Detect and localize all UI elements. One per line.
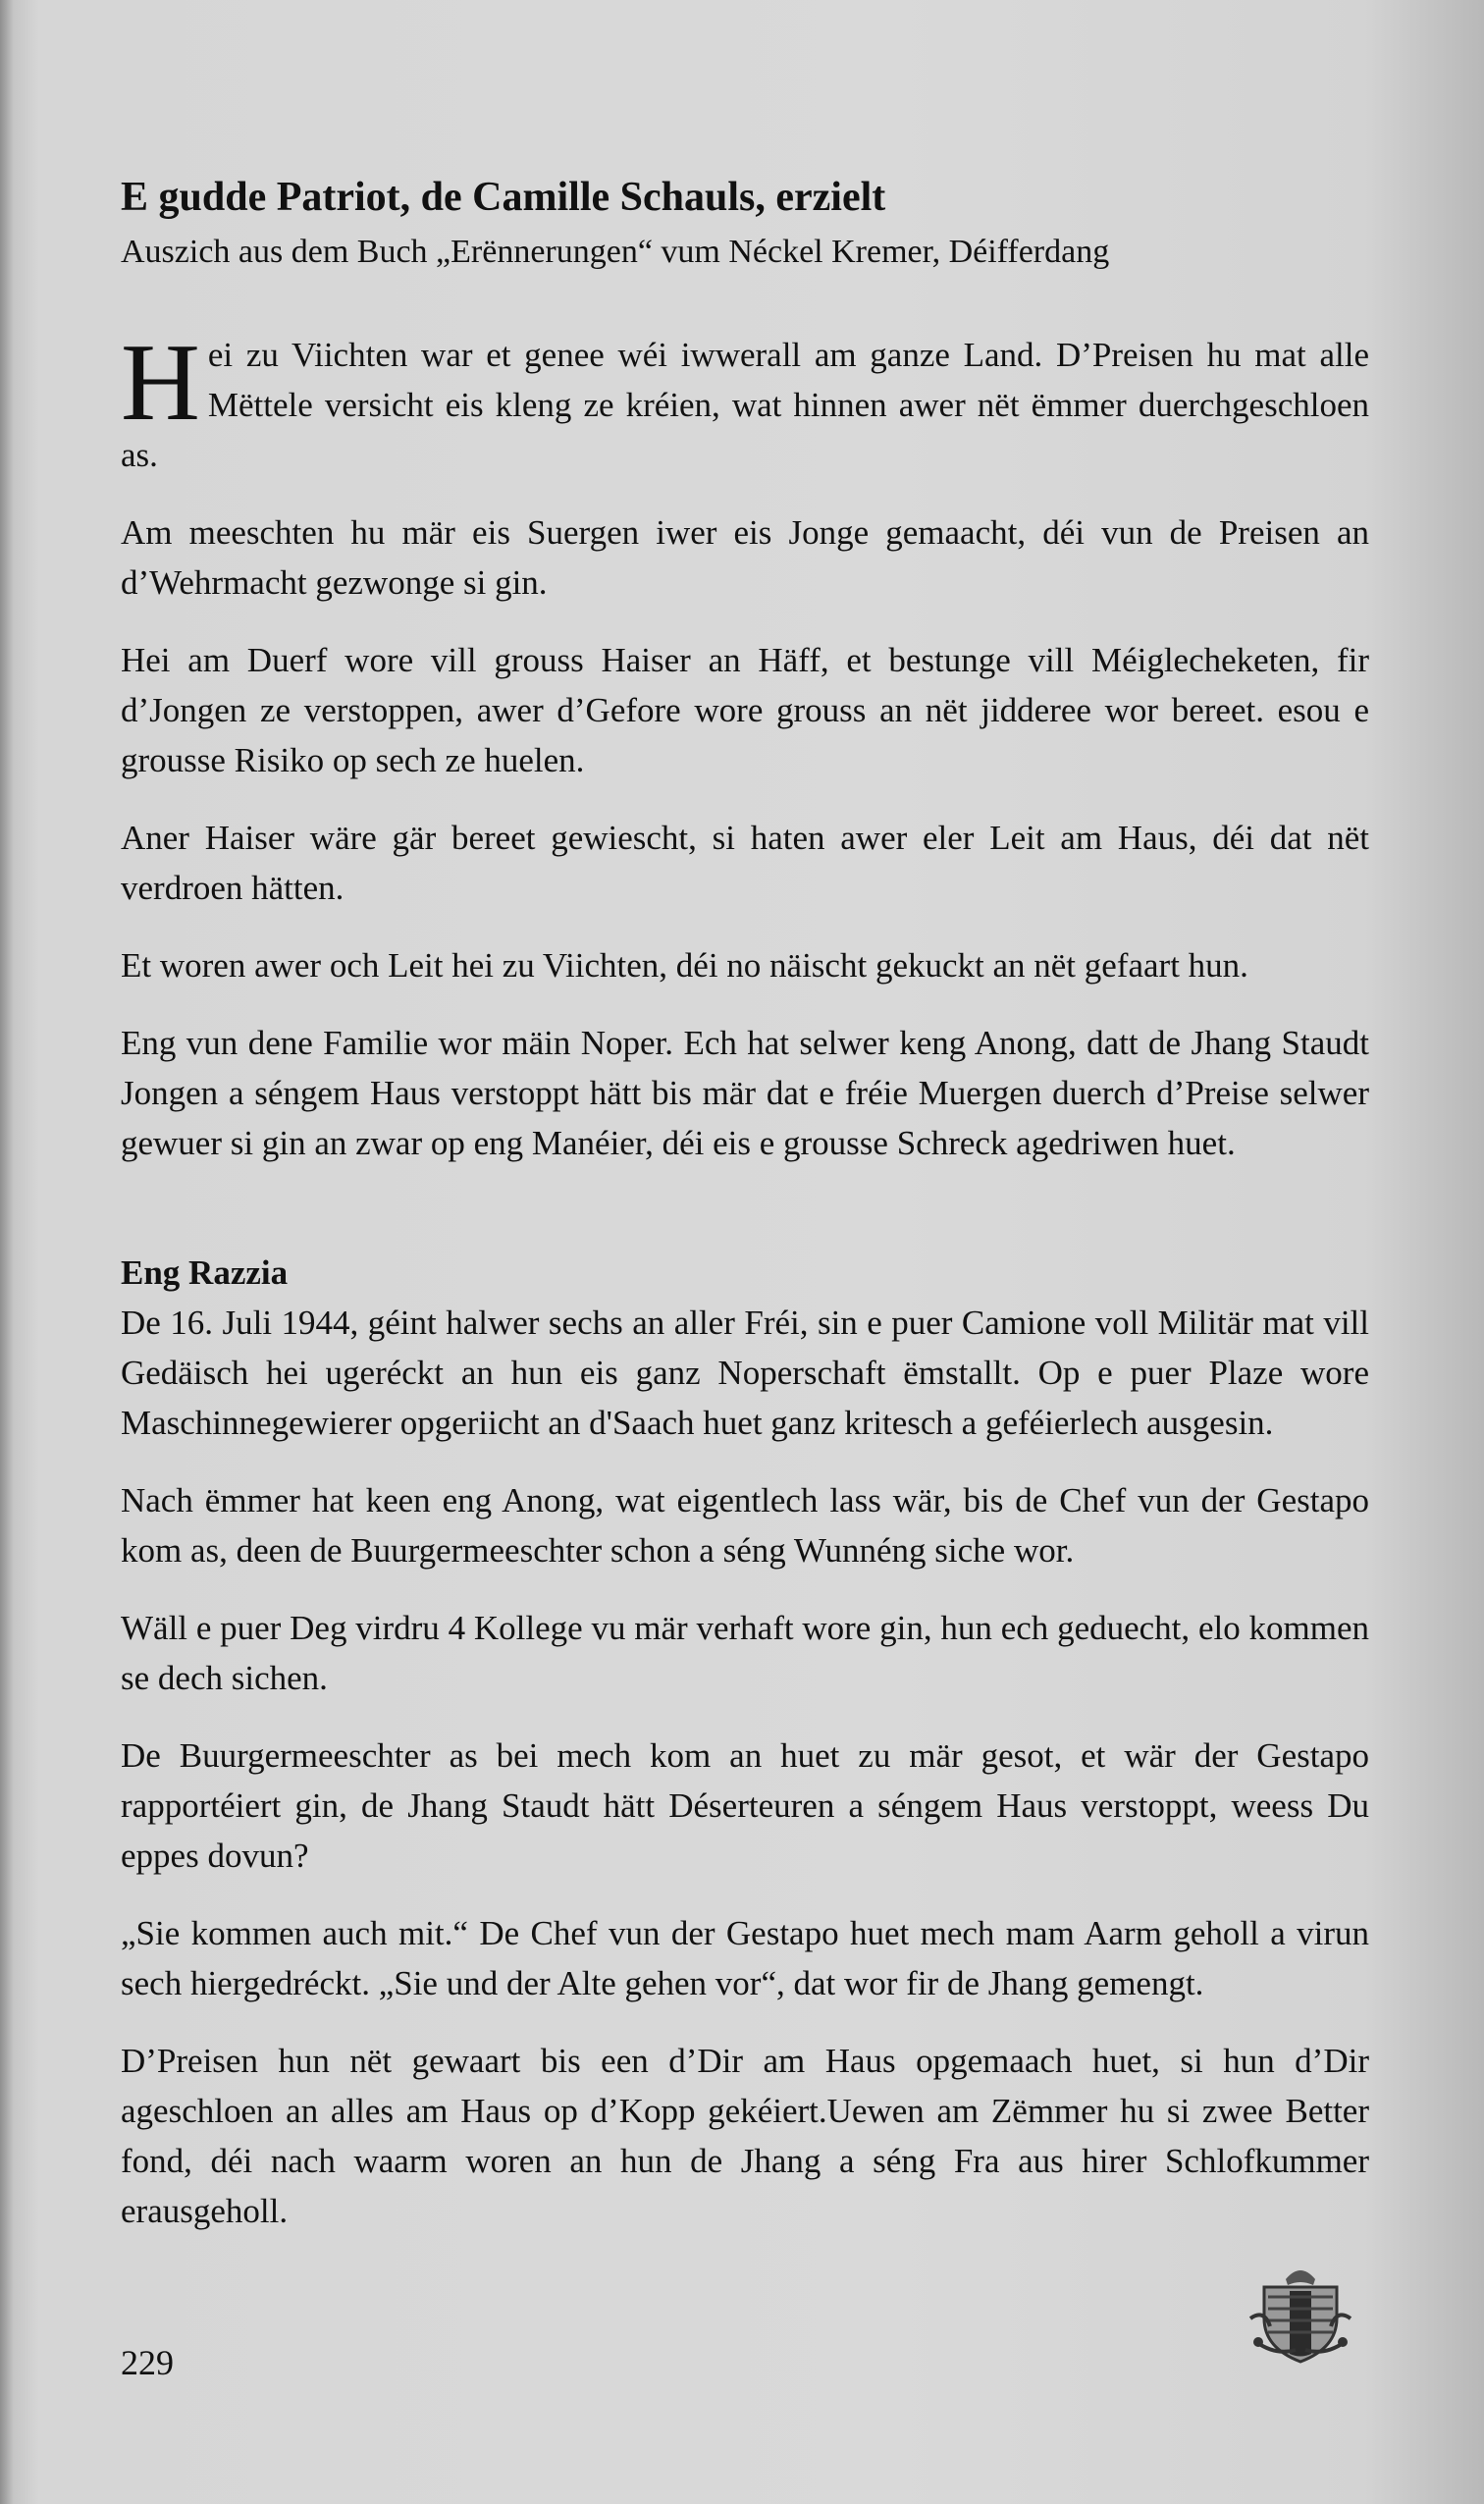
page-content: [121, 167, 1369, 2264]
section-paragraph-2: Nach ëmmer hat keen eng Anong, wat eigentlech lass wär, bis de Chef vun der Gestapo kom as, deen de Buurgermeeschter schon a séng Wunnéng siche wor.: [121, 1481, 1369, 1570]
paragraph-2: Am meeschten hu mär eis Suergen iwer eis Jonge gemaacht, déi vun de Preisen an d’Wehrmacht gezwonge si gin.: [121, 513, 1369, 602]
paragraph-6: Eng vun dene Familie wor mäin Noper. Ech hat selwer keng Anong, datt de Jhang Staudt Jongen a séngem Haus verstoppt hätt bis mär dat e fréie Muergen duerch d’Preise selwer gewuer si gin an zwar op eng Manéier, déi eis e grousse Schreck agedriwen huet.: [121, 1024, 1369, 1162]
section-paragraph-4: De Buurgermeeschter as bei mech kom an huet zu mär gesot, et wär der Gestapo rapportéiert gin, de Jhang Staudt hätt Déserteuren a séngem Haus verstoppt, weess Du eppes dovun?: [121, 1736, 1369, 1875]
paragraph-text: ei zu Viichten war et genee wéi iwwerall am ganze Land. D’Preisen hu mat alle Mëttele versicht eis kleng ze kréien, wat hinnen awer nët ëmmer duerchgeschloen as.: [121, 336, 1369, 474]
article-subtitle: Auszich aus dem Buch „Erënnerungen“ vum Néckel Kremer, Déifferdang: [121, 234, 1110, 270]
section-paragraph-5: „Sie kommen auch mit.“ De Chef vun der Gestapo huet mech mam Aarm geholl a virun sech hiergedréckt. „Sie und der Alte gehen vor“, dat wor fir de Jhang gemengt.: [121, 1914, 1369, 2002]
section-heading: Eng Razzia: [121, 1253, 289, 1292]
paragraph-4: Aner Haiser wäre gär bereet gewiescht, si haten awer eler Leit am Haus, déi dat nët verdroen hätten.: [121, 819, 1369, 907]
page-number: 229: [121, 2343, 174, 2382]
paragraph-3: Hei am Duerf wore vill grouss Haiser an Häff, et bestunge vill Méiglecheketen, fir d’Jongen ze verstoppen, awer d’Gefore wore grouss an nët jidderee wor bereet. esou e grousse Risiko op sech ze huelen.: [121, 641, 1369, 779]
paragraph-5: Et woren awer och Leit hei zu Viichten, déi no näischt gekuckt an nët gefaart hun.: [121, 946, 1248, 985]
paragraph-1: [121, 322, 1369, 480]
article-title: E gudde Patriot, de Camille Schauls, erzielt: [121, 175, 886, 220]
section-paragraph-3: Wäll e puer Deg virdru 4 Kollege vu mär verhaft wore gin, hun ech geduecht, elo kommen se dech sichen.: [121, 1609, 1369, 1697]
section-paragraph-6: D’Preisen hun nët gewaart bis een d’Dir am Haus opgemaach huet, si hun d’Dir ageschloen an alles am Haus op d’Kopp gekéiert.Uewen am Zëmmer hu si zwee Better fond, déi nach waarm woren an hun de Jhang a séng Fra aus hirer Schlofkummer erausgeholl.: [121, 2042, 1369, 2230]
drop-cap: H: [121, 322, 200, 444]
coat-of-arms-icon: [1246, 2258, 1354, 2368]
section-paragraph-1: De 16. Juli 1944, géint halwer sechs an aller Fréi, sin e puer Camione voll Militär mat vill Gedäisch hei ugeréckt an hun eis ganz Noperschaft ëmstallt. Op e puer Plaze wore Maschinnegewierer opgeriicht an d'Saach huet ganz kritesch a geféierlech ausgesin.: [121, 1304, 1369, 1442]
